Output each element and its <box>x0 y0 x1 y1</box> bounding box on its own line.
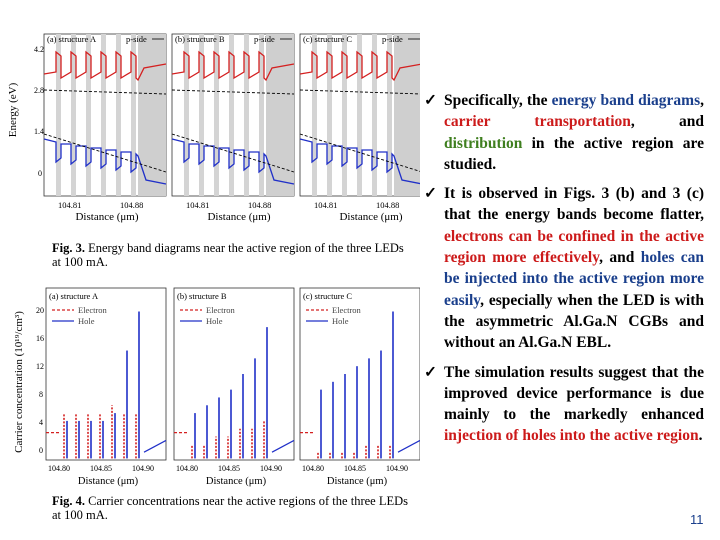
fig4-xlabel-a: Distance (μm) <box>77 476 139 487</box>
fig3-xlabel-c: Distance (μm) <box>339 211 403 223</box>
bullet-1-highlight-3: distribution <box>444 134 523 152</box>
fig3-barrier-stripe <box>101 34 106 196</box>
bullet-2-suffix: , especially when the LED is with the asymmetric Al.Ga.N CGBs and without an Al.Ga.N EBL. <box>444 291 704 352</box>
fig3-xtick: 104.81 <box>186 200 210 210</box>
fig3-caption-text: Energy band diagrams near the active region of the three LEDs at 100 mA. <box>52 241 404 269</box>
fig3-barrier-stripe <box>86 34 91 196</box>
fig3-xtick: 104.81 <box>58 200 82 210</box>
fig4-legend-electron: Electron <box>332 305 361 315</box>
fig4-xtick: 104.80 <box>48 464 70 473</box>
fig4-panel-c <box>300 288 420 473</box>
fig4-legend-hole: Hole <box>332 316 349 326</box>
fig3-xlabel-a: Distance (μm) <box>75 211 139 223</box>
fig3-ytick-0: 4.2 <box>34 45 44 54</box>
fig4-xtick: 104.90 <box>260 464 282 473</box>
bullet-2 <box>424 183 704 353</box>
bullet-1-join-2: , and <box>630 113 704 131</box>
fig3-barrier-stripe <box>214 34 219 196</box>
fig4-ytick-0: 20 <box>36 306 44 315</box>
fig4-ylabel: Carrier concentration (10¹⁹/cm³) <box>13 311 25 453</box>
bullet-1 <box>424 90 704 175</box>
fig4-panel-label: (c) structure C <box>303 291 353 301</box>
fig3-pside-region <box>138 34 166 196</box>
fig3-barrier-stripe <box>184 34 189 196</box>
fig3-panel-b <box>172 34 294 210</box>
fig4-caption-text: Carrier concentrations near the active regions of the three LEDs at 100 mA. <box>52 494 409 522</box>
checkmark-icon: ✓ <box>424 185 437 203</box>
figure-3-energy-band-diagrams <box>0 0 420 232</box>
fig3-pside-label: p-side <box>254 34 275 44</box>
fig3-xtick: 104.81 <box>314 200 338 210</box>
bullet-2-highlight-2: holes can be injected into the active region more easily <box>444 249 704 309</box>
fig4-panel-label: (a) structure A <box>49 291 99 301</box>
fig4-caption <box>52 494 408 522</box>
fig4-ytick-2: 12 <box>36 362 44 371</box>
fig3-barrier-stripe <box>244 34 249 196</box>
checkmark-icon: ✓ <box>424 92 437 109</box>
fig3-barrier-stripe <box>372 34 377 196</box>
fig4-ytick-1: 16 <box>36 334 44 343</box>
fig3-barrier-stripe <box>116 34 121 196</box>
fig4-legend-electron: Electron <box>78 305 107 315</box>
fig4-xtick: 104.85 <box>218 464 240 473</box>
fig4-legend-electron: Electron <box>206 305 235 315</box>
bullet-3 <box>424 362 704 447</box>
bullet-2-highlight-1: electrons can be confined in the active region more effectively <box>444 227 704 267</box>
bullet-1-text: Specifically, the <box>444 92 552 109</box>
fig3-pside-label: p-side <box>126 34 147 44</box>
bullet-1-highlight-2: carrier transportation <box>444 113 631 131</box>
fig4-legend-hole: Hole <box>206 316 223 326</box>
fig3-barrier-stripe <box>312 34 317 196</box>
fig3-xlabel-b: Distance (μm) <box>207 211 271 223</box>
bullet-1-join-1: , <box>700 92 705 109</box>
fig4-panel-label: (b) structure B <box>177 291 227 301</box>
fig3-panel-label: (a) structure A <box>47 34 97 44</box>
checkmark-icon: ✓ <box>424 363 437 381</box>
fig4-xlabel-b: Distance (μm) <box>205 476 267 487</box>
fig4-xlabel-c: Distance (μm) <box>326 476 388 487</box>
fig3-ylabel: Energy (eV) <box>7 82 19 138</box>
bullet-1-suffix: in the active region are studied. <box>444 134 704 173</box>
fig3-caption <box>52 241 412 269</box>
bullet-3-suffix: . <box>698 427 703 445</box>
fig4-xtick: 104.85 <box>344 464 366 473</box>
fig3-barrier-stripe <box>327 34 332 196</box>
fig4-ytick-5: 0 <box>39 446 43 455</box>
fig4-ytick-4: 4 <box>39 418 43 427</box>
fig3-panel-label: (c) structure C <box>303 34 353 44</box>
bullet-2-join-1: , and <box>599 249 641 267</box>
fig3-xtick: 104.88 <box>248 200 272 210</box>
fig3-barrier-stripe <box>56 34 61 196</box>
fig4-xtick: 104.80 <box>302 464 324 473</box>
fig4-panel-a <box>46 288 166 473</box>
fig3-pside-label: p-side <box>382 34 403 44</box>
fig3-caption-label: Fig. 3. <box>52 241 85 255</box>
bullet-1-highlight-1: energy band diagrams <box>551 92 701 109</box>
page-number: 11 <box>690 512 704 527</box>
fig4-xtick: 104.80 <box>176 464 198 473</box>
fig3-xtick: 104.88 <box>376 200 400 210</box>
fig3-barrier-stripe <box>71 34 76 196</box>
fig4-xtick: 104.90 <box>132 464 154 473</box>
fig3-panel-a <box>44 34 166 210</box>
fig4-xtick: 104.85 <box>90 464 112 473</box>
fig3-xtick: 104.88 <box>120 200 144 210</box>
fig3-pside-region <box>394 34 420 196</box>
fig4-panel-b <box>174 288 294 473</box>
fig3-barrier-stripe <box>357 34 362 196</box>
fig4-legend-hole: Hole <box>78 316 95 326</box>
fig3-panel-c <box>300 34 420 210</box>
fig3-pside-region <box>266 34 294 196</box>
fig4-ytick-3: 8 <box>39 390 43 399</box>
fig3-ytick-2: 1.4 <box>34 127 44 136</box>
fig4-xtick: 104.90 <box>386 464 408 473</box>
bullet-2-text: It is observed in Figs. 3 (b) and 3 (c) that the energy bands become flatter, <box>444 185 704 224</box>
bullet-3-text: The simulation results suggest that the improved device performance is due mainly to the markedly enhanced <box>444 363 704 424</box>
fig3-ytick-3: 0 <box>38 169 42 178</box>
fig3-barrier-stripe <box>199 34 204 196</box>
fig3-ytick-1: 2.8 <box>34 86 44 95</box>
fig3-barrier-stripe <box>229 34 234 196</box>
fig3-panel-label: (b) structure B <box>175 34 225 44</box>
bullet-list <box>424 90 704 455</box>
fig3-barrier-stripe <box>342 34 347 196</box>
figure-4-carrier-concentration <box>0 282 420 488</box>
bullet-3-highlight-1: injection of holes into the active region <box>444 427 699 445</box>
fig4-caption-label: Fig. 4. <box>52 494 86 508</box>
